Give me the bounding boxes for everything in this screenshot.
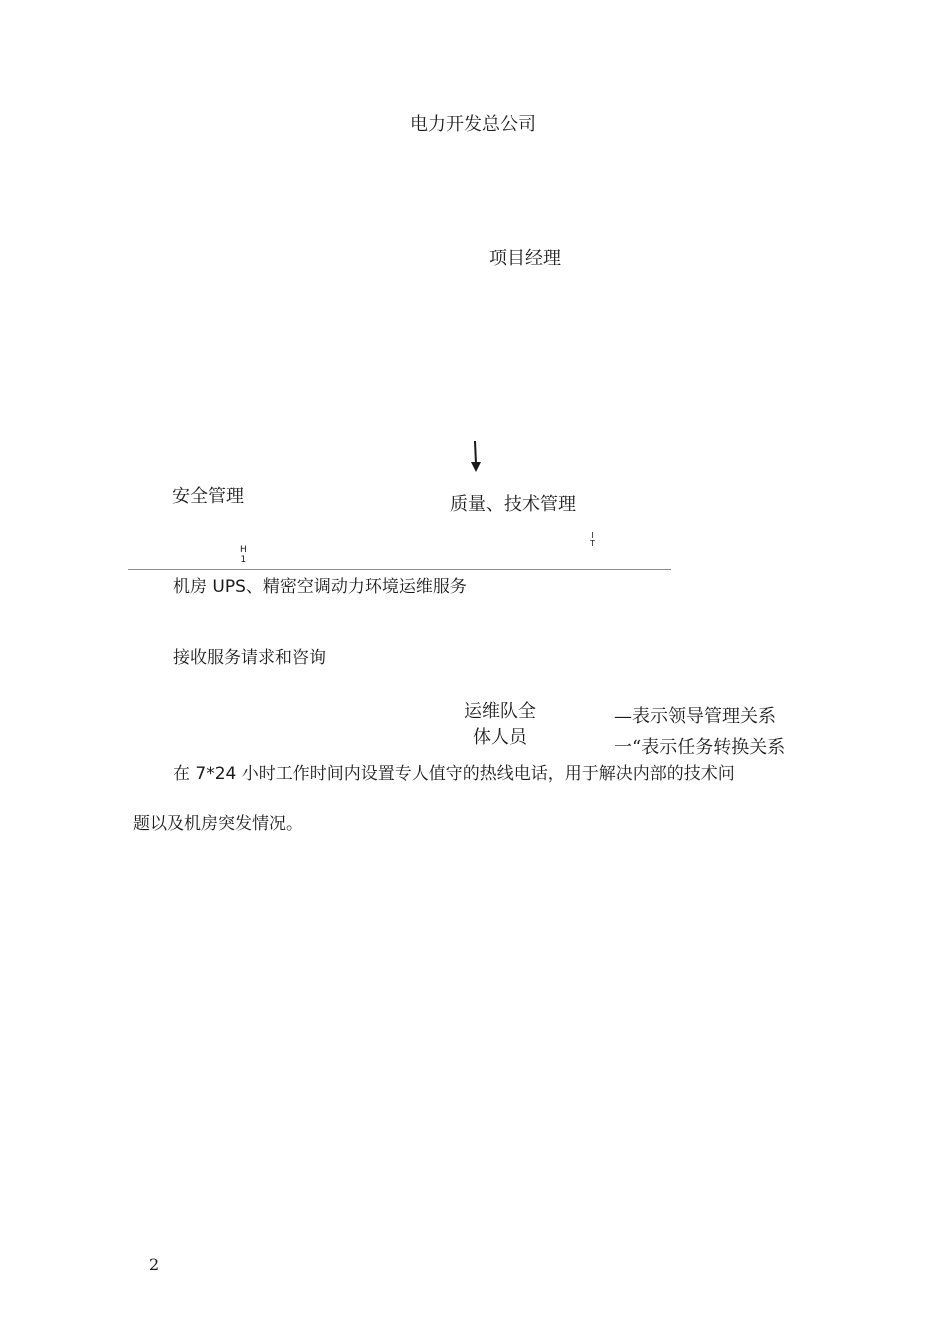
legend-leadership: —表示领导管理关系 <box>614 706 776 727</box>
legend-task-transfer: 一“表示任务转换关系 <box>614 737 786 758</box>
service-requests-line: 接收服务请求和咨询 <box>173 648 326 668</box>
ops-team-line-2: 体人员 <box>473 727 527 748</box>
company-node: 电力开发总公司 <box>410 114 536 135</box>
connector-mark-right <box>590 532 595 548</box>
safety-management-node: 安全管理 <box>172 486 244 507</box>
ups-service-line: 机房 UPS、精密空调动力环境运维服务 <box>173 577 467 597</box>
connector-mark-left-top: H <box>240 545 247 555</box>
body-paragraph-line-2: 题以及机房突发情况。 <box>133 814 303 834</box>
project-manager-node: 项目经理 <box>489 248 561 269</box>
connector-mark-right-top: I <box>591 531 594 540</box>
down-arrow-icon <box>466 440 486 474</box>
ops-team-line-1: 运维队全 <box>464 701 536 722</box>
page-number: 2 <box>149 1255 160 1274</box>
connector-mark-left <box>240 545 247 565</box>
connector-mark-left-bottom: 1 <box>240 555 247 565</box>
connector-mark-right-bottom: T <box>590 539 595 548</box>
body-paragraph-line-1: 在 7*24 小时工作时间内设置专人值守的热线电话，用于解决内部的技术问 <box>173 764 735 784</box>
quality-tech-management-node: 质量、技术管理 <box>450 494 576 515</box>
ops-team-node <box>462 699 538 751</box>
horizontal-rule <box>128 569 671 570</box>
